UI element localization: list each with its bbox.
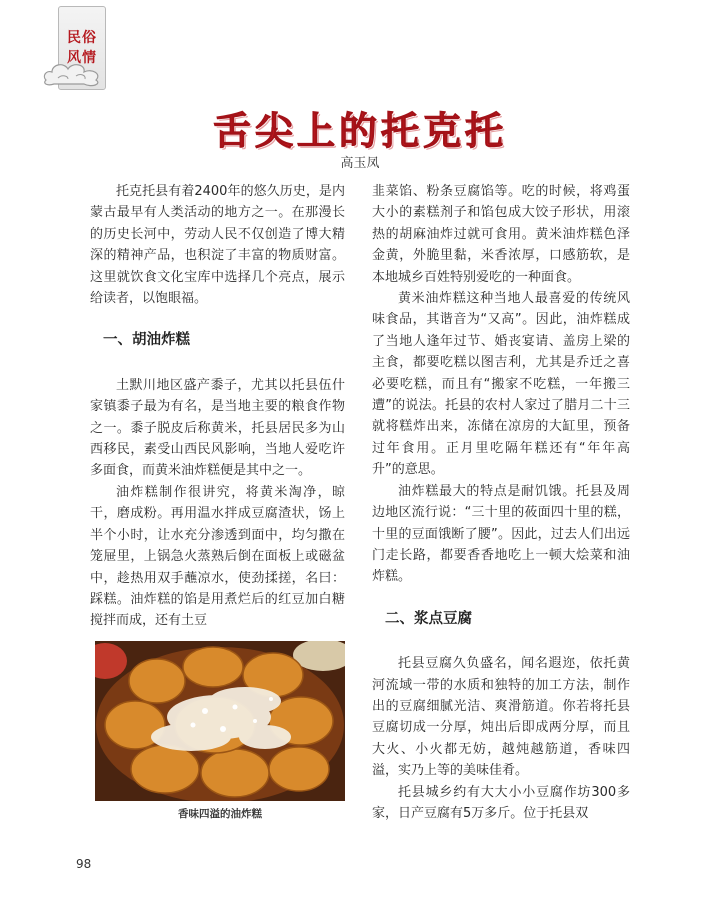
section-heading: 一、胡油炸糕 [103, 332, 191, 349]
photo-caption: 香味四溢的油炸糕 [178, 808, 262, 820]
section-tag-line2: 风情 [67, 50, 97, 66]
article-title: 舌尖上的托克托 [212, 109, 507, 153]
paragraph: 黄米油炸糕这种当地人最喜爱的传统风味食品，其谐音为“又高”。因此，油炸糕成了当地人逢年过节、婚丧宴请、盖房上梁的主食，都要吃糕以图吉利，尤其是乔迁之喜必要吃糕，而且有“搬家不吃糕，一年搬三遭”的说法。托县的农村人家过了腊月二十三就将糕炸出来，冻储在凉房的大缸里，预备过年食用。正月里吃隔年糕还有“年年高升”的意思。 [372, 291, 630, 478]
paragraph: 油炸糕制作很讲究，将黄米淘净，晾干，磨成粉。再用温水拌成豆腐渣状，饧上半个小时，让水充分渗透到面中，均匀撒在笼屉里，上锅急火蒸熟后倒在面板上或磁盆中，趁热用双手蘸凉水，使劲揉搓，名曰：踩糕。油炸糕的馅是用煮烂后的红豆加白糖搅拌而成，还有土豆 [90, 484, 345, 629]
cloud-ornament-icon [40, 56, 110, 90]
paragraph: 韭菜馅、粉条豆腐馅等。吃的时候，将鸡蛋大小的素糕剂子和馅包成大饺子形状，用滚热的胡麻油炸过就可食用。黄米油炸糕色泽金黄，外脆里黏，米香浓厚，口感筋软，是本地城乡百姓特别爱吃的一种面食。 [372, 184, 630, 285]
paragraph: 托县城乡约有大大小小豆腐作坊300多家，日产豆腐有5万多斤。位于托县双 [372, 784, 630, 821]
page-number: 98 [76, 857, 92, 871]
fried-cake-photo [95, 641, 345, 801]
paragraph: 土默川地区盛产黍子，尤其以托县伍什家镇黍子最为有名，是当地主要的粮食作物之一。黍子脱皮后称黄米，托县居民多为山西移民，素受山西民风影响，当地人爱吃许多面食，而黄米油炸糕便是其中之一。 [90, 377, 345, 479]
section-tag-line1: 民俗 [67, 30, 97, 46]
article-author: 高玉凤 [340, 156, 380, 171]
left-column [90, 181, 345, 632]
fried-cake-image [95, 641, 345, 801]
paragraph: 托克托县有着2400年的悠久历史，是内蒙古最早有人类活动的地方之一。在那漫长的历史长河中，劳动人民不仅创造了博大精深的精神产品，也积淀了丰富的物质财富。这里就饮食文化宝库中选择几个亮点，展示给读者，以饱眼福。 [90, 184, 345, 307]
section-heading: 二、浆点豆腐 [385, 610, 473, 627]
right-column [372, 181, 630, 824]
paragraph: 油炸糕最大的特点是耐饥饿。托县及周边地区流行说：“三十里的莜面四十里的糕，十里的豆面饿断了腰”。因此，过去人们出远门走长路，都要香香地吃上一顿大烩菜和油炸糕。 [372, 483, 630, 585]
paragraph: 托县豆腐久负盛名，闻名遐迩，依托黄河流域一带的水质和独特的加工方法，制作出的豆腐细腻光洁、爽滑筋道。你若将托县豆腐切成一分厚，炖出后即成两分厚，而且大火、小火都无妨，越炖越筋道，香味四溢，实乃上等的美味佳肴。 [372, 656, 630, 779]
